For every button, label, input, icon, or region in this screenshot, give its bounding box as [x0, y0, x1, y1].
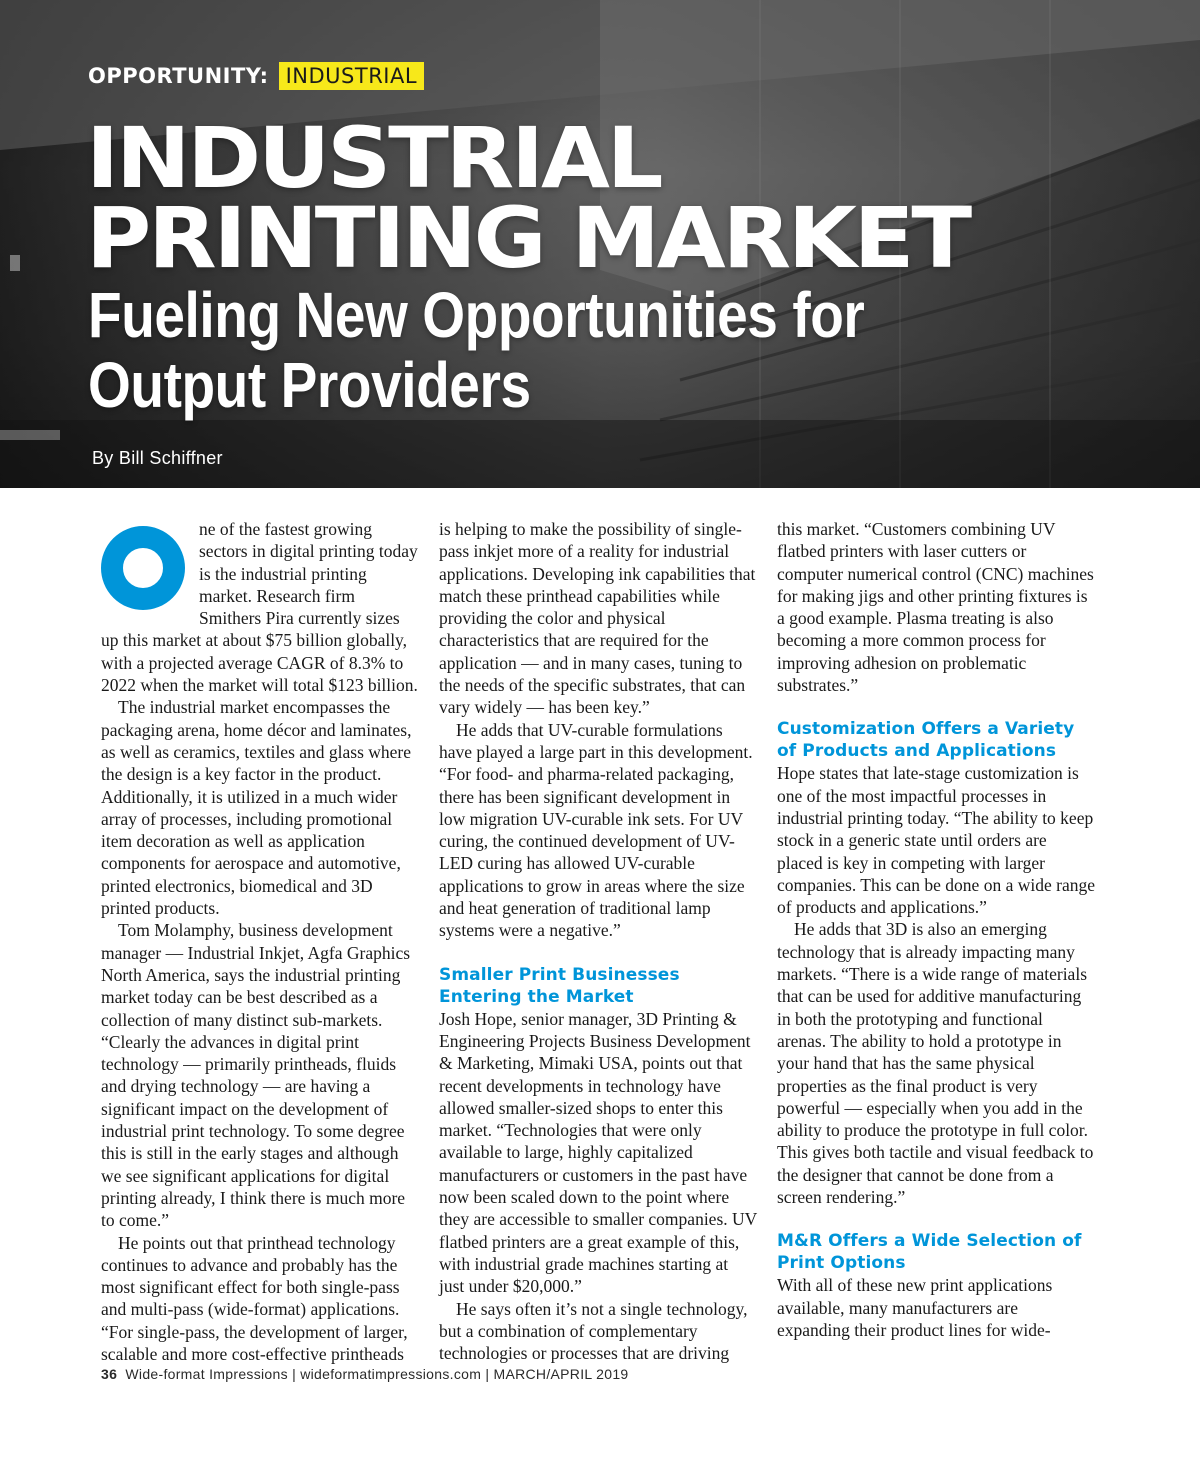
paragraph: Hope states that late-stage customization is one of the most impactful processes in industrial printing today. “The ability to keep stock in a generic state until orders are placed is key in competing with larger companies. This can be done on a wide range of products and applications.” [777, 763, 1095, 918]
kicker-label: OPPORTUNITY: [88, 64, 269, 88]
paragraph: With all of these new print applications available, many manufacturers are expanding their product lines for wide- [777, 1275, 1053, 1340]
headline-line-1: INDUSTRIAL [86, 109, 661, 207]
section-heading: M&R Offers a Wide Selection of Print Options [777, 1231, 1082, 1274]
kicker-tag: INDUSTRIAL [279, 62, 424, 90]
paragraph: Josh Hope, senior manager, 3D Printing & Engineering Projects Business Development & Marketing, Mimaki USA, points out that recent developments in technology have allowed smaller-sized shops to enter this market. “Technologies that were only available to large, highly capitalized manufacturers or customers in the past have now been scaled down to the point where they are accessible to smaller companies. UV flatbed printers are a great example of this, with industrial grade machines starting at just under $20,000.” [439, 1008, 757, 1297]
subhead-line-2: Output Providers [88, 349, 531, 421]
page-footer [101, 1366, 629, 1382]
paragraph: is helping to make the possibility of single-pass inkjet more of a reality for industrial applications. Developing ink capabilities that match these printhead capabilities while providing the color and physical characteristics that are required for the application — and in many cases, tuning to the needs of the specific substrates, that can vary widely — has been key.” [439, 519, 756, 718]
section-heading: Customization Offers a Variety of Products and Applications [777, 719, 1075, 762]
paragraph [101, 518, 419, 696]
column-1 [101, 518, 419, 1364]
paragraph-text: ne of the fastest growing sectors in digital printing today is the industrial printing market. Research firm Smithers Pira currently sizes up this market at about $75 billion globally, with a projected average CAGR of 8.3% to 2022 when the market will total $123 billion. [101, 519, 418, 696]
section-heading: Smaller Print Businesses Entering the Market [439, 964, 680, 1007]
footer-text: Wide-format Impressions | wideformatimpressions.com | MARCH/APRIL 2019 [125, 1366, 629, 1382]
paragraph: this market. “Customers combining UV flatbed printers with laser cutters or computer numerical control (CNC) machines for making jigs and other printing fixtures is a good example. Plasma treating is also becoming a more common process for improving adhesion on problematic substrates.” [777, 519, 1094, 696]
headline-line-2: PRINTING MARKET [86, 189, 969, 287]
paragraph: He points out that printhead technology continues to advance and probably has the most significant effect for both single-pass and multi-pass (wide-format) applications. “For single-pass, the development of larger, scalable and more cost-effective printheads [101, 1232, 408, 1364]
paragraph: The industrial market encompasses the packaging arena, home décor and laminates, as well as ceramics, textiles and glass where the design is a key factor in the product. Additionally, it is utilized in a much wider array of processes, including promotional item decoration as well as application components for aerospace and automotive, printed electronics, biomedical and 3D printed products. [101, 697, 412, 919]
byline: By Bill Schiffner [92, 448, 223, 468]
column-3 [777, 518, 1095, 1340]
subhead-line-1: Fueling New Opportunities for [88, 279, 865, 351]
page-number: 36 [101, 1366, 118, 1382]
paragraph: Tom Molamphy, business development manager — Industrial Inkjet, Agfa Graphics North America, says the industrial printing market today can be best described as a collection of many distinct sub-markets. “Clearly the advances in digital print technology — primarily printheads, fluids and drying technology — are having a significant impact on the development of industrial print technology. To some degree this is still in the early stages and although we see significant applications for digital printing already, I think there is much more to come.” [101, 920, 411, 1231]
paragraph: He says often it’s not a single technology, but a combination of complementary technologies or processes that are driving [439, 1298, 748, 1364]
paragraph: He adds that 3D is also an emerging technology that is already impacting many markets. “There is a wide range of materials that can be used for additive manufacturing in both the prototyping and functional arenas. The ability to hold a prototype in your hand that has the same physical properties as the final product is very powerful — especially when you add in the ability to produce the prototype in full color. This gives both tactile and visual feedback to the designer that cannot be done from a screen rendering.” [777, 919, 1094, 1208]
paragraph: He adds that UV-curable formulations have played a large part in this development. “For food- and pharma-related packaging, there has been significant development in low migration UV-curable ink sets. For UV curing, the continued development of UV-LED curing has allowed UV-curable applications to grow in areas where the size and heat generation of traditional lamp systems were a negative.” [439, 719, 753, 941]
section-kicker [88, 62, 424, 90]
hero-banner [0, 0, 1200, 488]
article-subhead [88, 280, 864, 420]
article-body [101, 518, 1097, 1364]
drop-cap-o-icon [101, 526, 185, 610]
article-headline [86, 109, 969, 287]
column-2 [439, 518, 757, 1364]
